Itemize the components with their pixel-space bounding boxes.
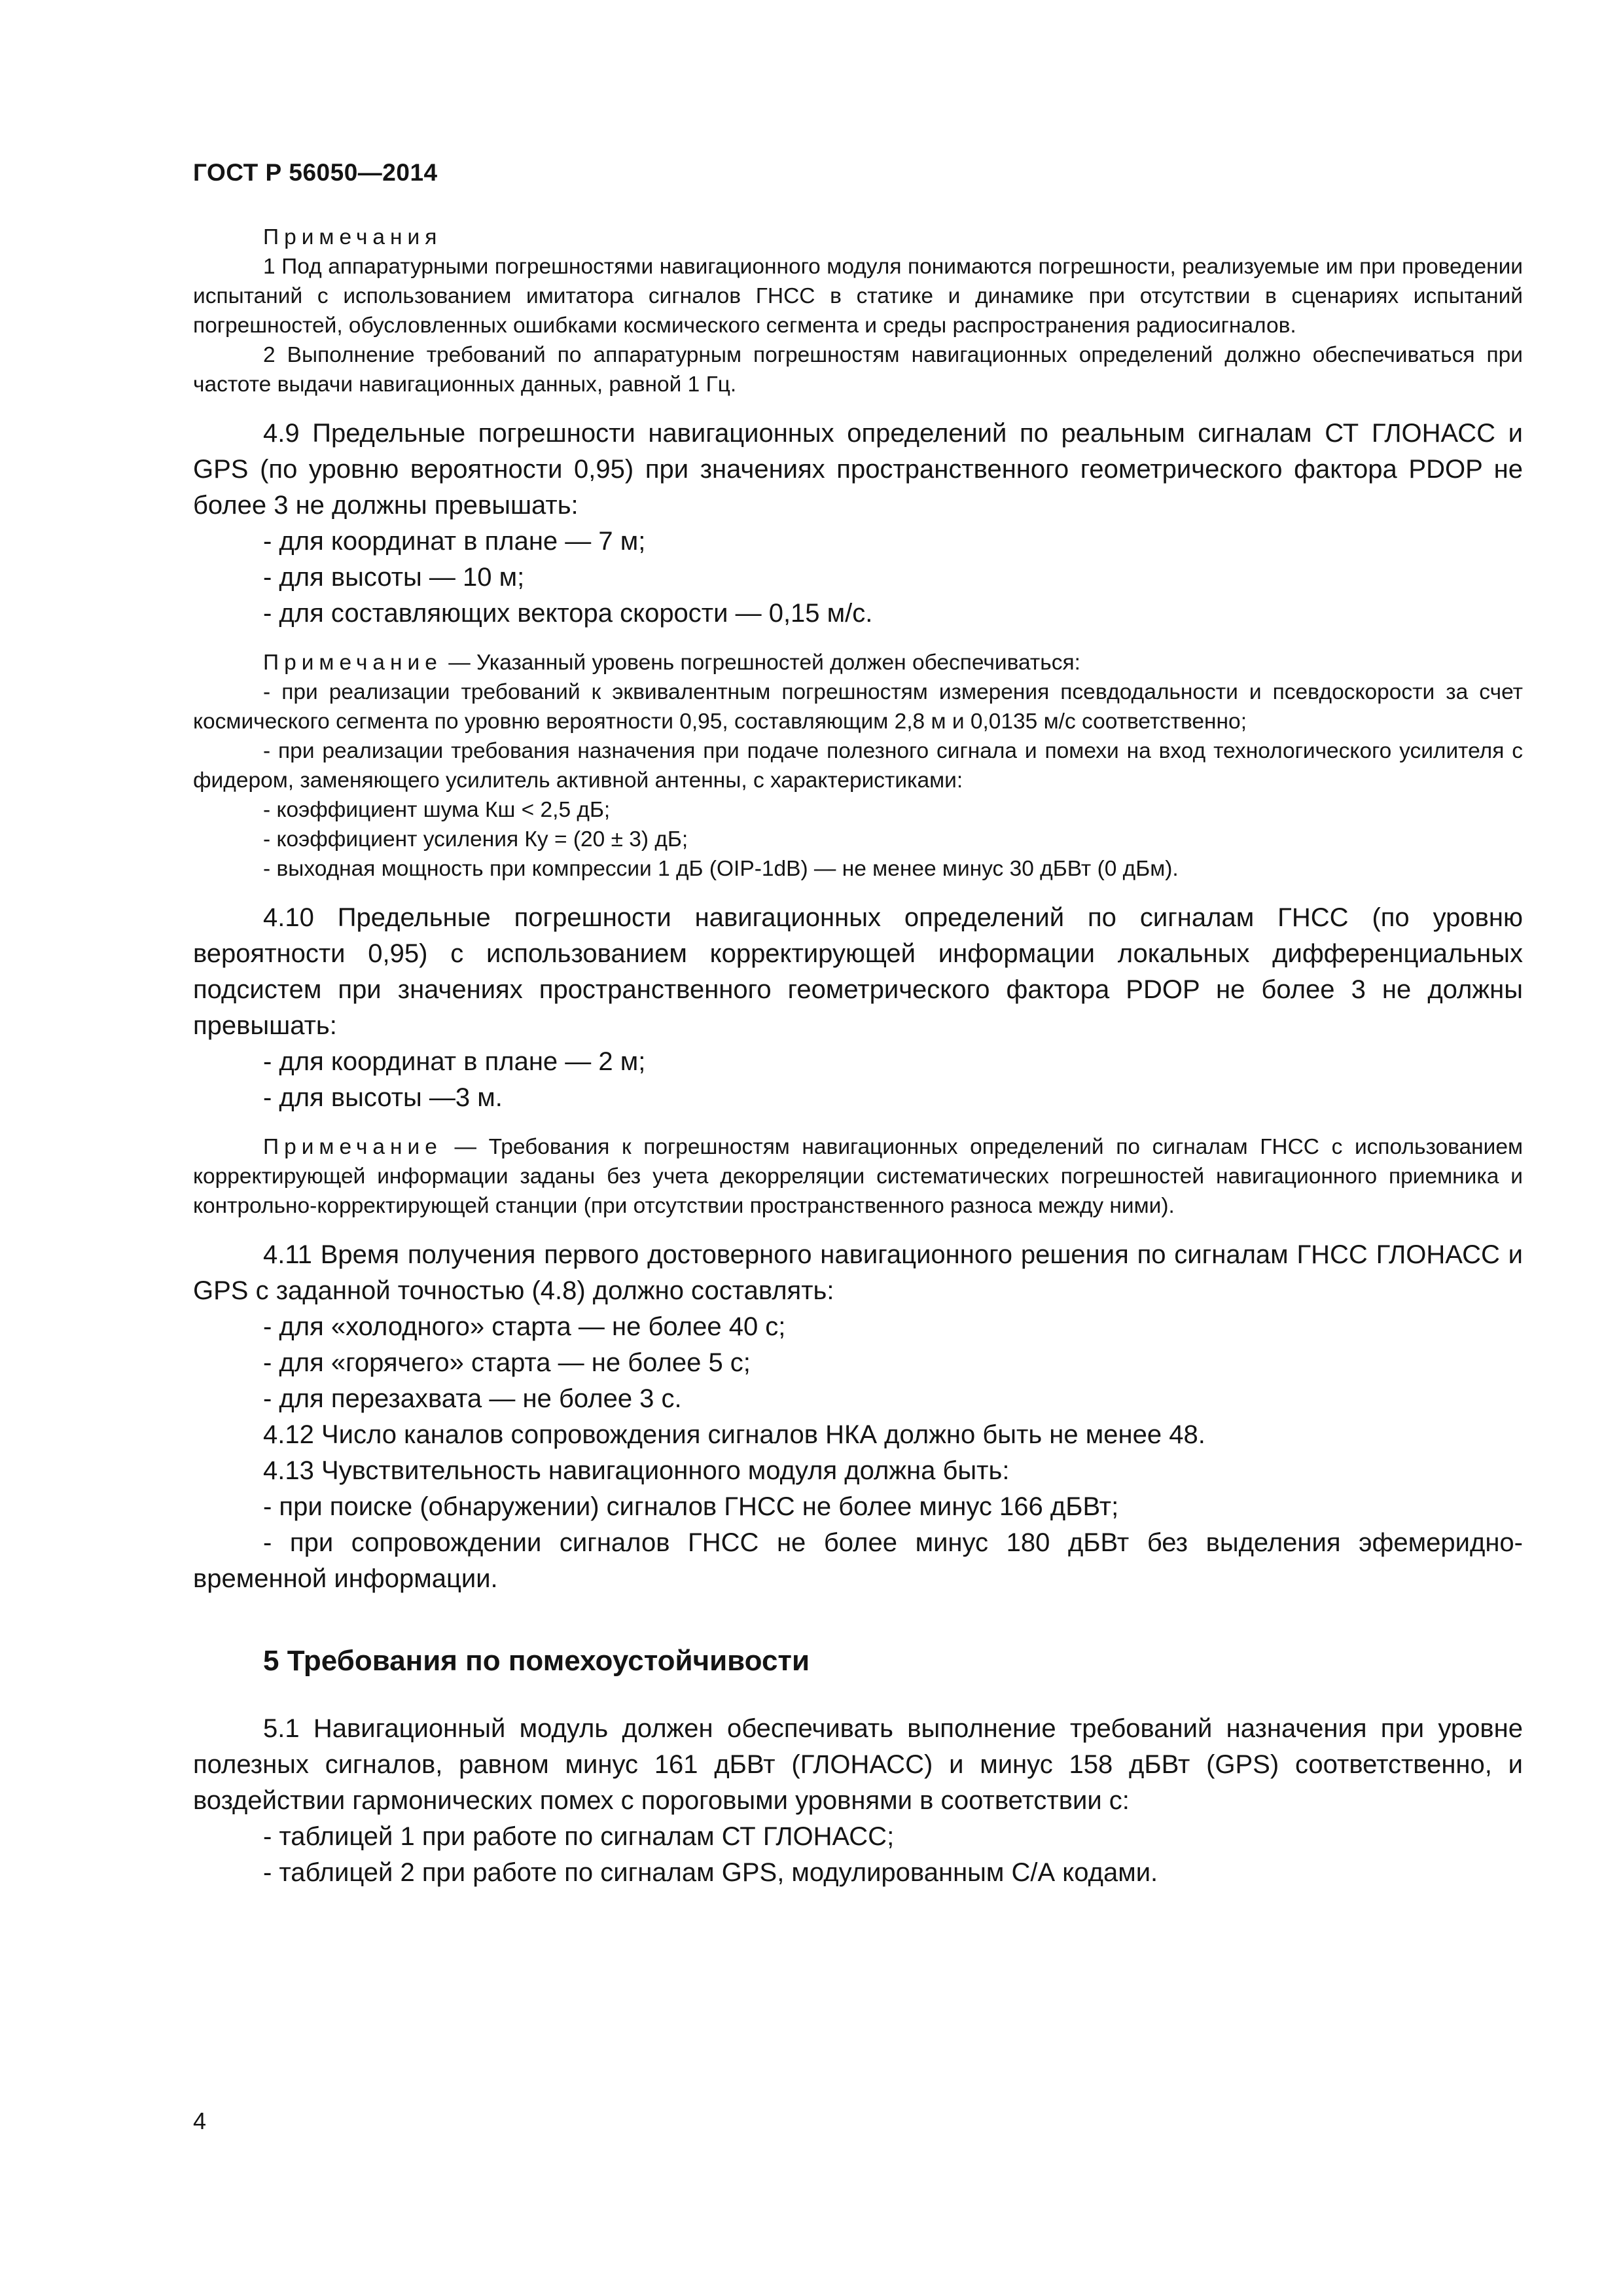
note-4-10-body: — Требования к погрешностям навигационных определений по сигналам ГНСС с использованием корректирующей информации заданы без учета декорреляции систематических погрешностей навигационного приемника и контрольно-корректирующей станции (при отсутствии пространственного разноса между ними). xyxy=(193,1135,1523,1218)
note-4-9-line: - при реализации требований к эквивалентным погрешностям измерения псевдодальности и псевдоскорости за счет космического сегмента по уровню вероятности 0,95, составляющим 2,8 м и 0,0135 м/с соответственно; xyxy=(193,680,1523,734)
document-body xyxy=(193,223,1523,1891)
clause-4-13-item: - при сопровождении сигналов ГНСС не более минус 180 дБВт без выделения эфемеридно-временной информации. xyxy=(193,1528,1523,1593)
note-1: 1 Под аппаратурными погрешностями навигационного модуля понимаются погрешности, реализуемые им при проведении испытаний с использованием имитатора сигналов ГНСС в статике и динамике при отсутствии в сценариях испытаний погрешностей, обусловленных ошибками космического сегмента и среды распространения радиосигналов. xyxy=(193,255,1523,338)
note-4-9-line: - выходная мощность при компрессии 1 дБ (OIP-1dB) — не менее минус 30 дБВт (0 дБм). xyxy=(263,857,1179,881)
note-4-9-line: - коэффициент шума Кш < 2,5 дБ; xyxy=(263,798,611,822)
clause-4-9 xyxy=(193,416,1523,632)
notes-block xyxy=(193,223,1523,399)
clause-5-1-item: - таблицей 2 при работе по сигналам GPS, модулированным С/А кодами. xyxy=(263,1858,1158,1887)
notes-title: Примечания xyxy=(263,225,442,249)
clause-4-10-item: - для координат в плане — 2 м; xyxy=(263,1047,646,1076)
note-4-9-line: - коэффициент усиления Ку = (20 ± 3) дБ; xyxy=(263,827,688,852)
clause-5-1-text: 5.1 Навигационный модуль должен обеспечивать выполнение требований назначения при уровне полезных сигналов, равном минус 161 дБВт (ГЛОНАСС) и минус 158 дБВт (GPS) соответственно, и воздействии гармонических помех с пороговыми уровнями в соответствии с: xyxy=(193,1714,1523,1815)
clause-4-10-text: 4.10 Предельные погрешности навигационных определений по сигналам ГНСС (по уровню вероятности 0,95) с использованием корректирующей информации локальных дифференциальных подсистем при значениях пространственного геометрического фактора PDOP не более 3 не должны превышать: xyxy=(193,903,1523,1040)
clause-4-13-text: 4.13 Чувствительность навигационного модуля должна быть: xyxy=(263,1456,1010,1485)
clause-4-10-item: - для высоты —3 м. xyxy=(263,1083,503,1112)
clause-4-11 xyxy=(193,1237,1523,1417)
document-header: ГОСТ Р 56050—2014 xyxy=(193,159,438,186)
note-label: Примечание xyxy=(263,651,442,675)
section-5-title: 5 Требования по помехоустойчивости xyxy=(263,1645,810,1677)
clause-4-9-text: 4.9 Предельные погрешности навигационных определений по реальным сигналам СТ ГЛОНАСС и GPS (по уровню вероятности 0,95) при значениях пространственного геометрического фактора PDOP не более 3 не должны превышать: xyxy=(193,419,1523,520)
clause-5-1 xyxy=(193,1711,1523,1891)
clause-4-11-item: - для «горячего» старта — не более 5 с; xyxy=(263,1348,751,1377)
note-2: 2 Выполнение требований по аппаратурным погрешностям навигационных определений должно обеспечиваться при частоте выдачи навигационных данных, равной 1 Гц. xyxy=(193,343,1523,397)
clause-4-9-item: - для высоты — 10 м; xyxy=(263,563,525,592)
note-4-9 xyxy=(193,648,1523,884)
clause-4-10 xyxy=(193,900,1523,1116)
clause-4-9-item: - для составляющих вектора скорости — 0,15 м/с. xyxy=(263,599,873,628)
clause-4-13-item: - при поиске (обнаружении) сигналов ГНСС не более минус 166 дБВт; xyxy=(263,1492,1119,1521)
note-4-9-intro: — Указанный уровень погрешностей должен обеспечиваться: xyxy=(442,651,1080,675)
clause-4-11-item: - для перезахвата — не более 3 с. xyxy=(263,1384,682,1413)
clause-4-11-item: - для «холодного» старта — не более 40 с; xyxy=(263,1312,786,1341)
note-4-10 xyxy=(193,1132,1523,1221)
note-4-10-text xyxy=(193,1132,1523,1221)
page-number: 4 xyxy=(193,2108,207,2134)
clause-4-12: 4.12 Число каналов сопровождения сигналов НКА должно быть не менее 48. xyxy=(263,1420,1205,1449)
clause-4-13 xyxy=(193,1453,1523,1597)
clause-4-11-text: 4.11 Время получения первого достоверного навигационного решения по сигналам ГНСС ГЛОНАСС и GPS с заданной точностью (4.8) должно составлять: xyxy=(193,1240,1523,1305)
note-4-9-heading xyxy=(193,648,1523,677)
note-label: Примечание xyxy=(263,1135,442,1159)
note-4-9-line: - при реализации требования назначения при подаче полезного сигнала и помехи на вход технологического усилителя с фидером, заменяющего усилитель активной антенны, с характеристиками: xyxy=(193,739,1523,793)
clause-4-9-item: - для координат в плане — 7 м; xyxy=(263,527,646,556)
clause-5-1-item: - таблицей 1 при работе по сигналам СТ ГЛОНАСС; xyxy=(263,1822,895,1851)
